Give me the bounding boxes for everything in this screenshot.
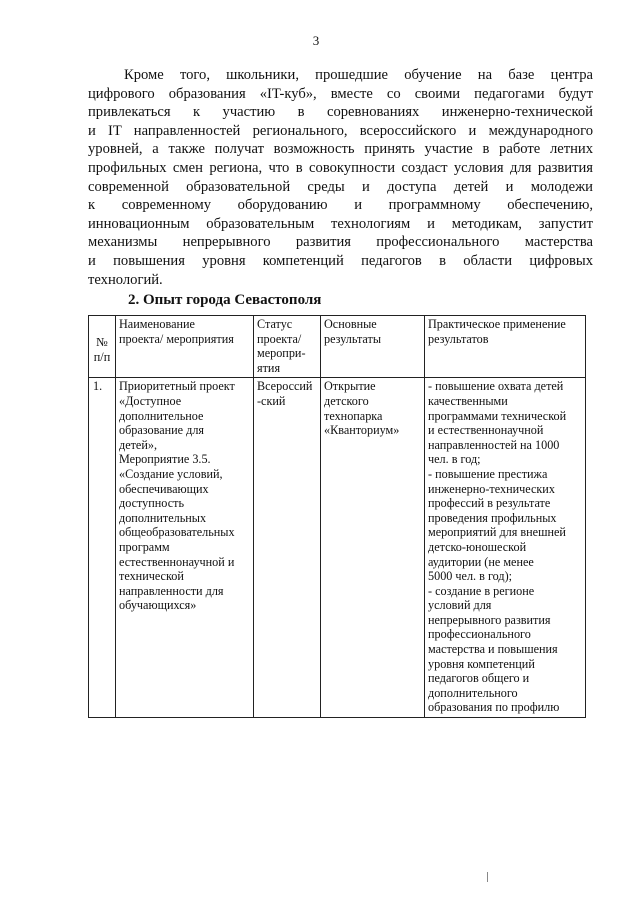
cell-name-line: технической	[119, 569, 184, 584]
intro-line: механизмы непрерывного развития профессионального мастерства	[88, 234, 593, 251]
cell-name-line: доступность	[119, 496, 185, 511]
cell-application-line: качественными	[428, 393, 508, 408]
header-results	[321, 316, 425, 378]
intro-line: уровней, а также получат возможность принять участие в работе летних	[88, 141, 593, 158]
section-title: 2. Опыт города Севастополя	[128, 292, 322, 308]
cell-application-line: инженерно-технических	[428, 481, 555, 496]
header-num	[89, 316, 116, 378]
cell-application-line: профессионального	[428, 627, 531, 642]
cell-application-line: уровня компетенций	[428, 656, 535, 671]
intro-paragraph	[88, 66, 593, 289]
cell-name-line: «Доступное	[119, 393, 182, 408]
cell-application-line: мероприятий для внешней	[428, 525, 566, 540]
cell-application-line: детско-юношеской	[428, 539, 527, 554]
intro-line: привлекаться к участию в соревнованиях инженерно-технической	[88, 104, 593, 121]
cell-application-line: программами технической	[428, 408, 567, 423]
cell-application	[425, 378, 586, 718]
results-table	[88, 315, 586, 718]
cell-application-line: аудитории (не менее	[428, 554, 534, 569]
cell-status	[254, 378, 321, 718]
cell-name-line: естественнонаучной и	[119, 554, 235, 569]
cell-application-line: - создание в регионе	[428, 583, 535, 598]
cell-application-line: проведения профильных	[428, 510, 557, 525]
page-number: 3	[312, 33, 320, 48]
cell-application-line: дополнительного	[428, 685, 518, 700]
header-results-line: результаты	[324, 331, 382, 346]
cell-name-line: обучающихся»	[119, 598, 197, 613]
cell-name-line: Мероприятие 3.5.	[119, 452, 211, 467]
cell-name-line: детей»,	[119, 437, 158, 452]
cell-name-line: «Создание условий,	[119, 466, 223, 481]
cell-application-line: мастерства и повышения	[428, 642, 558, 657]
cell-name-line: образование для	[119, 423, 205, 438]
cell-num: 1.	[89, 378, 116, 718]
cell-name-line: Приоритетный проект	[119, 379, 235, 394]
scan-mark	[487, 872, 488, 882]
cell-application-line: - повышение престижа	[428, 466, 548, 481]
cell-application-line: и естественнонаучной	[428, 423, 544, 438]
cell-application-line: условий для	[428, 598, 492, 613]
table-row	[89, 378, 586, 718]
intro-line: профильных смен региона, что в совокупности создаст условия для развития	[88, 159, 593, 176]
cell-name	[116, 378, 254, 718]
cell-results-line: технопарка	[324, 408, 383, 423]
cell-name-line: общеобразовательных	[119, 525, 235, 540]
cell-name-line: дополнительное	[119, 408, 204, 423]
cell-results-line: Открытие	[324, 379, 376, 394]
cell-application-line: чел. в год;	[428, 452, 481, 467]
cell-name-line: дополнительных	[119, 510, 207, 525]
header-status-line: Статус	[257, 317, 293, 331]
cell-results-line: «Кванториум»	[324, 423, 400, 438]
intro-line: технологий.	[88, 271, 163, 288]
header-status	[254, 316, 321, 378]
cell-name-line: направленности для	[119, 583, 224, 598]
header-status-line: меропри-	[257, 346, 306, 361]
header-num-line: п/п	[93, 349, 111, 364]
cell-results	[321, 378, 425, 718]
cell-application-line: педагогов общего и	[428, 671, 530, 686]
header-name-line: проекта/ мероприятия	[119, 331, 234, 346]
header-application-line: результатов	[428, 331, 489, 346]
header-num-line: №	[96, 335, 108, 350]
header-application	[425, 316, 586, 378]
cell-name-line: обеспечивающих	[119, 481, 209, 496]
cell-application-line: образования по профилю	[428, 700, 560, 715]
intro-line: и повышения уровня компетенций педагогов в области цифровых	[88, 252, 593, 269]
header-name	[116, 316, 254, 378]
intro-line: инновационным образовательным технологиям и методикам, запустит	[88, 215, 593, 232]
cell-application-line: непрерывного развития	[428, 612, 551, 627]
header-application-line: Практическое применение	[428, 317, 566, 331]
cell-application-line: направленностей на 1000	[428, 437, 560, 452]
intro-line: и IT направленностей регионального, всероссийского и международного	[88, 122, 593, 139]
cell-results-line: детского	[324, 393, 369, 408]
header-status-line: ятия	[257, 360, 281, 375]
cell-status-line: -ский	[257, 393, 286, 408]
header-name-line: Наименование	[119, 317, 195, 331]
intro-line: цифрового образования «IT-куб», вместе со своими педагогами будут	[88, 85, 593, 102]
cell-application-line: - повышение охвата детей	[428, 379, 564, 394]
cell-status-line: Всероссий	[257, 379, 313, 394]
intro-line: современной образовательной среды и доступа детей и молодежи	[88, 178, 593, 195]
intro-line: Кроме того, школьники, прошедшие обучение на базе центра	[124, 67, 593, 83]
header-results-line: Основные	[324, 317, 377, 331]
cell-name-line: программ	[119, 539, 170, 554]
cell-application-line: профессий в результате	[428, 496, 551, 511]
header-status-line: проекта/	[257, 331, 302, 346]
cell-application-line: 5000 чел. в год);	[428, 569, 513, 584]
table-header-row	[89, 316, 586, 378]
intro-line: к современному оборудованию и программному обеспечению,	[88, 197, 593, 214]
